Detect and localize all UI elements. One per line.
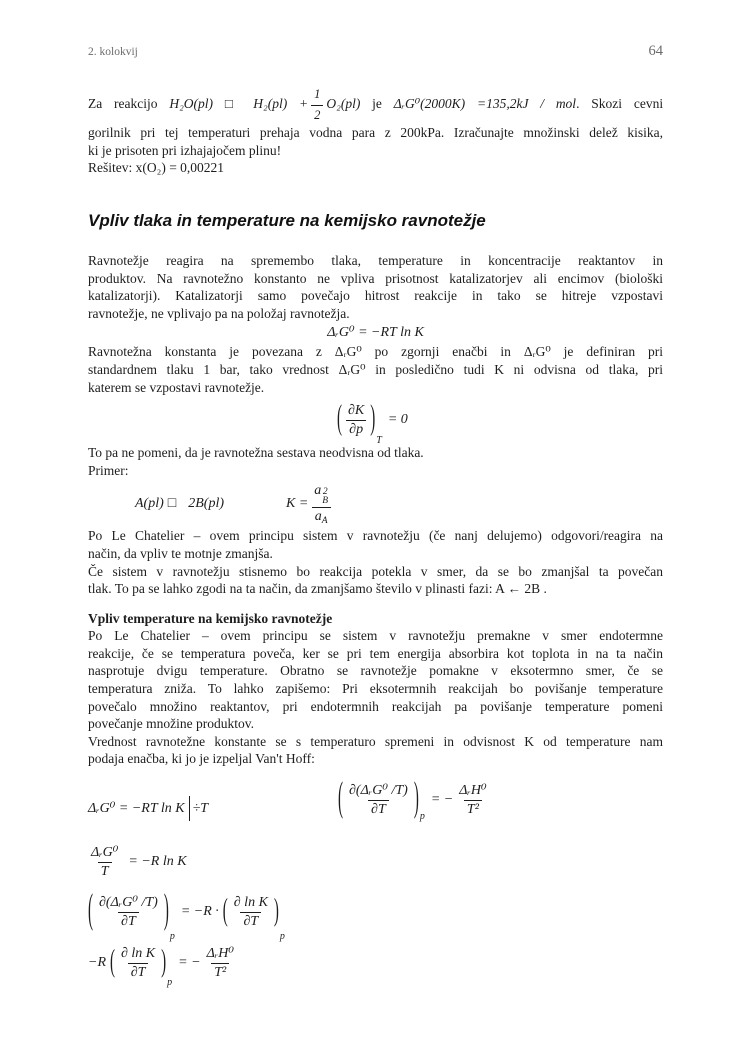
note-line: To pa ne pomeni, da je ravnotežna sestava neodvisna od tlaka.	[88, 445, 424, 461]
fraction-numerator: ΔᵣH⁰	[459, 783, 487, 799]
equals-minus: = −	[178, 955, 201, 971]
header-section-label: 2. kolokvij	[88, 46, 138, 58]
constant-p-subscript: p	[167, 977, 173, 989]
paragraph-line: Vrednost ravnotežne konstante se s temperaturo spremeni in odvisnost K od temperature nam	[88, 733, 663, 749]
enthalpy-fraction	[456, 782, 489, 818]
fraction-denominator: ∂T	[128, 963, 149, 981]
problem-statement-line2: gorilnik pri tej temperaturi prehaja vodna para z 200kPa. Izračunajte množinski delež kisika,	[88, 125, 663, 141]
left-paren: (	[338, 776, 343, 821]
paragraph-line: povečalo množino reaktantov, pri endotermnih reakcijah pa povišanje temperature pomeni	[88, 698, 663, 714]
page-content	[88, 0, 664, 989]
fraction-numerator	[311, 483, 331, 507]
left-paren: (	[110, 945, 115, 979]
paragraph-line: Po Le Chatelier – ovem principu se sistem v ravnotežju premakne v smer endotermne	[88, 628, 663, 644]
sup-sub-stack	[322, 488, 328, 506]
dkdp-fraction	[345, 403, 367, 438]
minus-R: −R	[88, 955, 106, 971]
derivative-fraction	[346, 782, 411, 818]
activity-fraction	[311, 483, 331, 526]
section-title: Vpliv tlaka in temperature na kemijsko ravnotežje	[88, 210, 486, 230]
derivative-fraction	[96, 894, 161, 930]
equation-rhs: = −R ln K	[128, 854, 187, 870]
equals-minus: = −	[430, 792, 454, 808]
equation-main: ΔᵣG⁰ = −RT ln K	[88, 801, 185, 817]
fraction-denominator: T²	[464, 800, 482, 818]
k-expression-lhs: K =	[286, 496, 309, 512]
activity-base: a	[314, 482, 322, 498]
gibbs-value: ΔᵣG⁰(2000K) =135,2kJ / mol	[393, 96, 577, 112]
left-paren: (	[88, 888, 93, 933]
fraction-numerator: ∂ ln K	[121, 945, 156, 961]
activity-base: a	[314, 508, 322, 524]
right-paren: )	[163, 888, 169, 933]
reaction-oxygen: O₂(pl)	[326, 96, 361, 112]
problem-statement-line3: ki je prisoten pri izhajajočem plinu!	[88, 142, 282, 158]
reaction-water: H₂O(pl)	[169, 96, 214, 112]
equation-example	[88, 482, 663, 526]
paragraph-constant	[88, 343, 663, 396]
right-paren: )	[161, 945, 167, 979]
primer-label: Primer:	[88, 462, 129, 478]
paragraph-line: nasprotuje dvigu temperature. Obratno se ravnotežje pomakne v eksotermno smer, če se	[88, 663, 663, 679]
fraction-denominator: ∂T	[118, 912, 139, 930]
paragraph-line: Po Le Chatelier – ovem principu sistem v ravnotežju (če nanj delujemo) odgovori/reagira na	[88, 528, 663, 544]
right-paren: )	[273, 894, 279, 928]
problem-je: je	[372, 96, 382, 112]
equation-derivative-equality	[88, 886, 663, 943]
equation-gibbs: ΔᵣG⁰ = −RT ln K	[327, 325, 424, 341]
paragraph-line: povečanje množine produktov.	[88, 716, 254, 732]
constant-T-subscript: T	[376, 435, 382, 447]
fraction-denominator	[312, 507, 331, 526]
paragraph-line: način, da vpliv te motnje zmanjša.	[88, 545, 273, 561]
fraction-denominator: ∂T	[240, 912, 261, 930]
equation-divide-by-T	[88, 796, 208, 821]
constant-p-subscript: p	[169, 931, 175, 943]
example-reaction-b: 2B(pl)	[188, 496, 224, 512]
divisor: ÷T	[192, 800, 209, 816]
lnK-fraction	[118, 946, 158, 981]
paragraph-line: tlak. To pa se lahko zgodi na ta način, da zmanjšamo število v plinasti fazi: A ← 2B .	[88, 581, 547, 597]
paragraph-line: Če sistem v ravnotežju stisnemo bo reakcija potekla v smer, da se bo zmanjšal ta povečan	[88, 563, 663, 579]
fraction-denominator: T	[98, 862, 112, 880]
fraction-numerator: ΔᵣG⁰	[91, 845, 119, 861]
reaction-hydrogen: H₂(pl) +	[253, 96, 309, 112]
fraction-numerator: ∂ ln K	[233, 894, 268, 910]
paragraph-line: temperatura zniža. To lahko zapišemo: Pri eksotermnih reakcijah bo povišanje temperature	[88, 681, 663, 697]
page-header	[88, 43, 663, 60]
problem-intro: Za reakcijo	[88, 96, 158, 112]
problem-outro: . Skozi cevni	[576, 96, 664, 112]
equation-rhs: = 0	[387, 412, 408, 428]
divider-bar	[189, 796, 190, 821]
right-paren: )	[413, 776, 419, 821]
left-paren: (	[337, 400, 342, 438]
paragraph-line: ravnotežje, ne vplivajo pa na položaj ravnotežja.	[88, 305, 350, 321]
header-page-number: 64	[648, 43, 663, 59]
activity-exponent: 2	[322, 486, 328, 497]
equation-gibbs-over-T	[88, 844, 663, 880]
constant-p-subscript: p	[279, 931, 285, 943]
paragraph-line: Ravnotežje reagira na spremembo tlaka, temperature in koncentracije reaktantov in	[88, 252, 663, 268]
vanthoff-row1	[88, 776, 663, 834]
fraction-numerator: ∂(ΔᵣG⁰ /T)	[99, 895, 158, 911]
constant-p-subscript: p	[419, 811, 425, 823]
equation-vanthoff-final	[88, 942, 663, 989]
equals-minus-R: = −R ·	[180, 904, 219, 920]
problem-solution: Rešitev: x(O₂) = 0,00221	[88, 160, 225, 176]
one-half-fraction	[311, 86, 323, 124]
example-reaction-a: A(pl)	[135, 496, 164, 512]
paragraph-line: produktov. Na ravnotežno konstanto ne vpliva prisotnost katalizatorjev ali encimov (biološki	[88, 270, 663, 286]
enthalpy-fraction	[204, 945, 237, 981]
fraction-numerator: 1	[314, 87, 321, 101]
paragraph-line: standardnem tlaku 1 bar, tako vrednost ΔᵣG⁰ in posledično tudi K ni odvisna od tlaka, pri	[88, 361, 663, 377]
fraction-numerator: ∂(ΔᵣG⁰ /T)	[349, 783, 408, 799]
paragraph-line: reakcije, če se temperatura poveča, ker se pri tem energija absorbira kot toplota in na ta način	[88, 645, 663, 661]
lnK-fraction	[231, 895, 271, 930]
paragraph-temperature	[88, 627, 663, 768]
equation-gibbs-helmholtz	[338, 776, 493, 823]
missing-glyph-box: □	[224, 96, 242, 112]
paragraph-pressure	[88, 252, 663, 322]
missing-glyph-box: □	[167, 496, 177, 512]
activity-subscript-A: A	[321, 515, 328, 526]
gibbs-fraction	[88, 844, 121, 880]
activity-subscript-B: B	[322, 495, 329, 506]
fraction-numerator: ∂K	[348, 402, 365, 418]
fraction-denominator: 2	[311, 105, 323, 125]
paragraph-lechatelier	[88, 527, 663, 597]
fraction-numerator: ΔᵣH⁰	[206, 946, 234, 962]
paragraph-line: katerem se vzpostavi ravnotežje.	[88, 379, 265, 395]
paragraph-line: podaja enačba, ki jo je izpeljal Van't Hoff:	[88, 751, 315, 767]
left-paren: (	[222, 894, 228, 928]
problem-statement-line1	[88, 86, 663, 124]
equation-dkdp	[337, 398, 663, 447]
right-paren: )	[370, 400, 376, 438]
paragraph-line: katalizatorji). Katalizatorji samo povečajo hitrost reakcije in tako se hitreje vzpostavi	[88, 288, 663, 304]
paragraph-line: Ravnotežna konstanta je povezana z ΔᵣG⁰ po zgornji enačbi in ΔᵣG⁰ je definiran pri	[88, 344, 663, 360]
fraction-denominator: ∂T	[368, 800, 389, 818]
subsection-title: Vpliv temperature na kemijsko ravnotežje	[88, 610, 333, 626]
fraction-denominator: ∂p	[346, 420, 366, 438]
fraction-denominator: T²	[211, 963, 229, 981]
